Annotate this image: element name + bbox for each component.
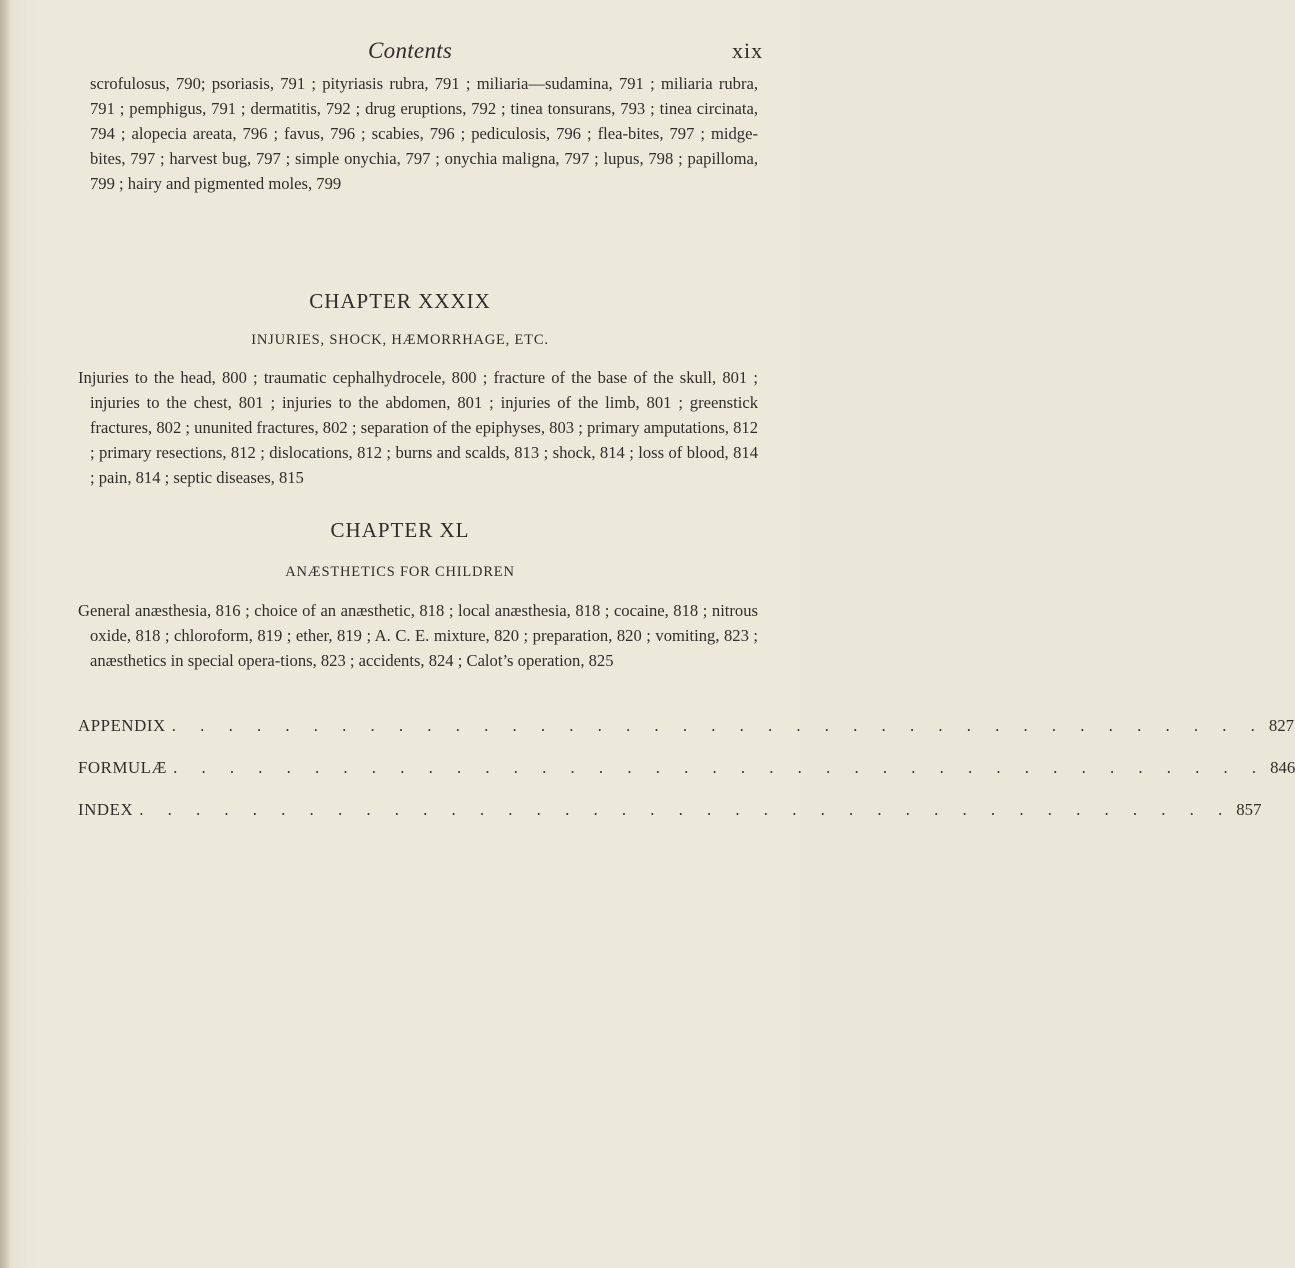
toc-page-number: 846 bbox=[1270, 758, 1295, 777]
chapter-heading-xl: CHAPTER XL bbox=[330, 518, 470, 542]
chapter-subject-xl: ANÆSTHETICS FOR CHILDREN bbox=[285, 564, 515, 580]
toc-label: INDEX bbox=[78, 800, 134, 819]
chapter-summary-xxxix: Injuries to the head, 800 ; traumatic cephalhydrocele, 800 ; fracture of the base of the skull, 801 ; injuries to the chest, 801 ; injuries to the abdomen, 801 ; injuries of the limb, 801 ; greenstick fractures, 802 ; ununited fractures, 802 ; separation of the epiphyses, 803 ; primary amputations, 812 ; primary resections, 812 ; dislocations, 812 ; burns and scalds, 813 ; shock, 814 ; loss of blood, 814 ; pain, 814 ; septic diseases, 815 bbox=[78, 368, 758, 487]
toc-entry-index[interactable] bbox=[78, 800, 1262, 826]
leader-dots: . . . . . . . . . . . . . . . . . . . . . . . . . . . . . . . . . . . . . . . bbox=[171, 716, 1265, 735]
toc-page-number: 827 bbox=[1268, 716, 1294, 735]
continuation-paragraph: scrofulosus, 790; psoriasis, 791 ; pityriasis rubra, 791 ; miliaria—sudamina, 791 ; miliaria rubra, 791 ; pemphigus, 791 ; dermatitis, 792 ; drug eruptions, 792 ; tinea tonsurans, 793 ; tinea circinata, 794 ; alopecia areata, 796 ; favus, 796 ; scabies, 796 ; pediculosis, 796 ; flea-bites, 797 ; midge-bites, 797 ; harvest bug, 797 ; simple onychia, 797 ; onychia maligna, 797 ; lupus, 798 ; papilloma, 799 ; hairy and pigmented moles, 799 bbox=[90, 74, 758, 193]
running-head bbox=[0, 38, 800, 68]
toc-page-number: 857 bbox=[1236, 800, 1262, 819]
running-head-title: Contents bbox=[368, 38, 453, 63]
toc-entry-formulae[interactable] bbox=[78, 758, 1295, 784]
chapter-heading-xxxix: CHAPTER XXXIX bbox=[309, 289, 491, 313]
page-number: xix bbox=[732, 38, 764, 63]
toc-entry-appendix[interactable] bbox=[78, 716, 1294, 742]
page-binding-edge bbox=[0, 0, 10, 1268]
chapter-subject-xxxix: INJURIES, SHOCK, HÆMORRHAGE, ETC. bbox=[251, 332, 549, 348]
leader-dots: . . . . . . . . . . . . . . . . . . . . . . . . . . . . . . . . . . . . . . . bbox=[139, 800, 1233, 819]
chapter-summary-xl: General anæsthesia, 816 ; choice of an anæsthetic, 818 ; local anæsthesia, 818 ; cocaine, 818 ; nitrous oxide, 818 ; chloroform, 819 ; ether, 819 ; A. C. E. mixture, 820 ; preparation, 820 ; vomiting, 823 ; anæsthetics in special opera-tions, 823 ; accidents, 824 ; Calot’s operation, 825 bbox=[78, 601, 758, 670]
toc-label: FORMULÆ bbox=[78, 758, 168, 777]
leader-dots: . . . . . . . . . . . . . . . . . . . . . . . . . . . . . . . . . . . . . . . bbox=[173, 758, 1267, 777]
toc-label: APPENDIX bbox=[78, 716, 166, 735]
